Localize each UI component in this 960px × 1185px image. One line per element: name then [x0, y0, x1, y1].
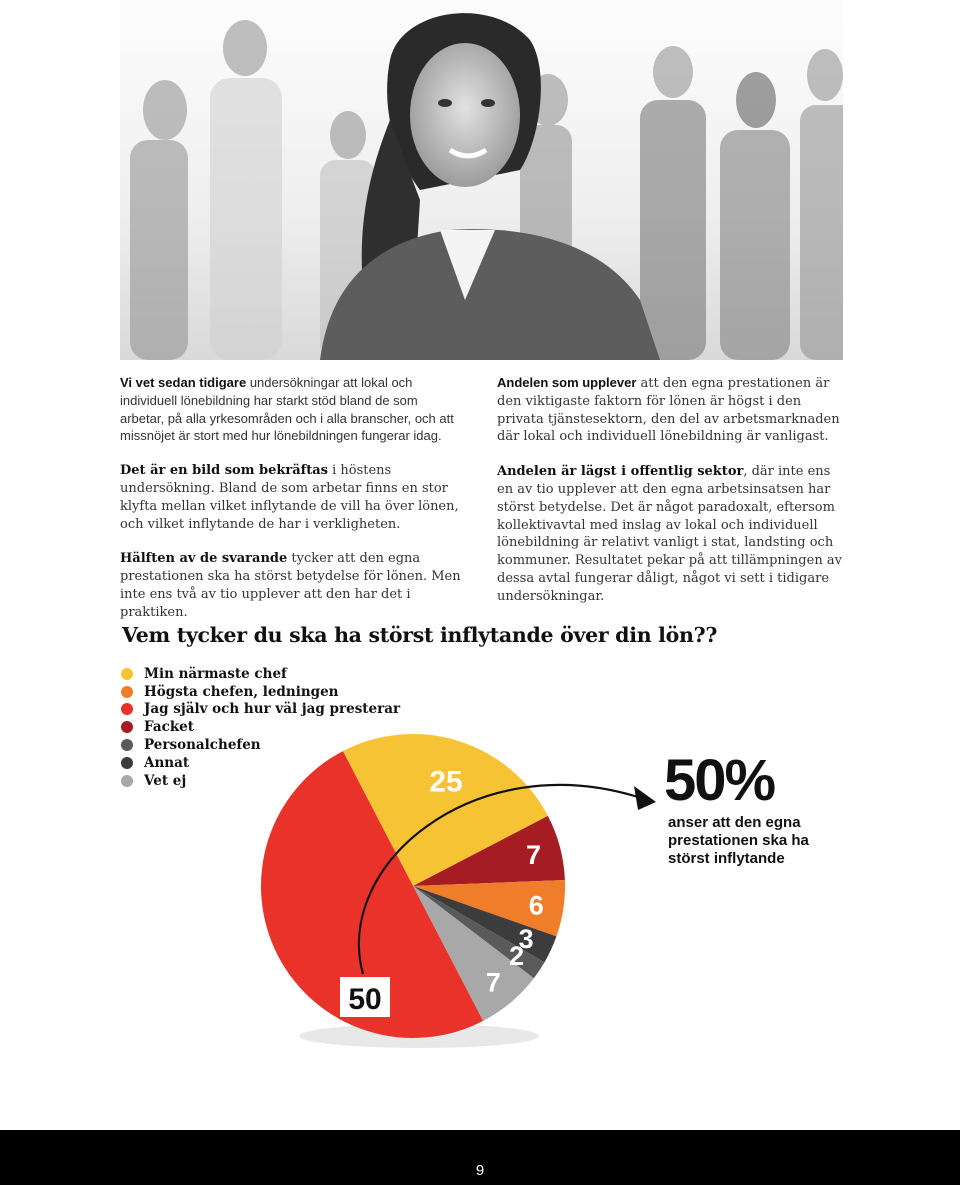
slice-value-label: 50 [348, 983, 382, 1016]
highlight-caption: anser att den egna prestationen ska ha störst inflytande [668, 814, 809, 867]
legend-label: Min närmaste chef [144, 665, 287, 682]
slice-value-label: 7 [485, 967, 501, 998]
chart-title: Vem tycker du ska ha störst inflytande över din lön?? [122, 623, 718, 647]
slice-value-label: 3 [518, 924, 534, 955]
slice-value-label: 25 [429, 765, 463, 799]
right-p1-body: att den egna prestationen är den viktigaste faktorn för lönen är högst i den privata tjänstesektorn, den del av arbetsmarknaden där lokal och individuell lönebildning är vanligast. [497, 376, 840, 445]
right-p1-lead: Andelen som upplever [497, 375, 637, 390]
slice-value-label: 7 [525, 840, 541, 871]
slice-value-label: 6 [528, 890, 544, 921]
legend-label: Högsta chefen, ledningen [144, 683, 339, 700]
left-p2-lead: Det är en bild som bekräftas [120, 463, 328, 479]
legend-label: Vet ej [144, 772, 187, 789]
slice-value-label: 2 [509, 941, 525, 972]
right-p2-lead: Andelen är lägst i offentlig sektor [497, 464, 744, 480]
left-p3-lead: Hälften av de svarande [120, 551, 288, 567]
legend-label: Jag själv och hur väl jag presterar [144, 701, 401, 718]
left-p3-body: tycker att den egna prestationen ska ha störst betydelse för lönen. Men inte ens två av tio upplever att den har det i praktiken. [120, 551, 461, 620]
page-number: 9 [475, 1162, 485, 1179]
left-p1-lead: Vi vet sedan tidigare [120, 375, 247, 390]
left-p1-body: undersökningar att lokal och individuell lönebildning har starkt stöd bland de som arbetar, på alla yrkesområden och i alla branscher, och att missnöjet är stort med hur lönebildningen fungerar idag. [120, 375, 454, 444]
legend-label: Facket [144, 719, 194, 736]
page-footer [0, 1130, 960, 1185]
callout-arrowhead-icon [634, 786, 656, 810]
highlight-value: 50% [664, 748, 775, 813]
legend-label: Annat [144, 754, 190, 771]
right-p2-body: , där inte ens en av tio upplever att den egna arbetsinsatsen har störst betydelse. Det är något paradoxalt, eftersom kollektivavtal med inslag av lokal och individuell lönebildning är relativt vanligt i stat, landsting och kommuner. Resultatet pekar på att tillämpningen av dessa avtal fungerar dåligt, något vi sett i tidigare undersökningar. [497, 464, 842, 604]
left-p2-body: i höstens undersökning. Bland de som arbetar finns en stor klyfta mellan vilket inflytande de vill ha över lönen, och vilket inflytande de har i verkligheten. [120, 463, 459, 532]
legend-label: Personalchefen [144, 737, 261, 754]
